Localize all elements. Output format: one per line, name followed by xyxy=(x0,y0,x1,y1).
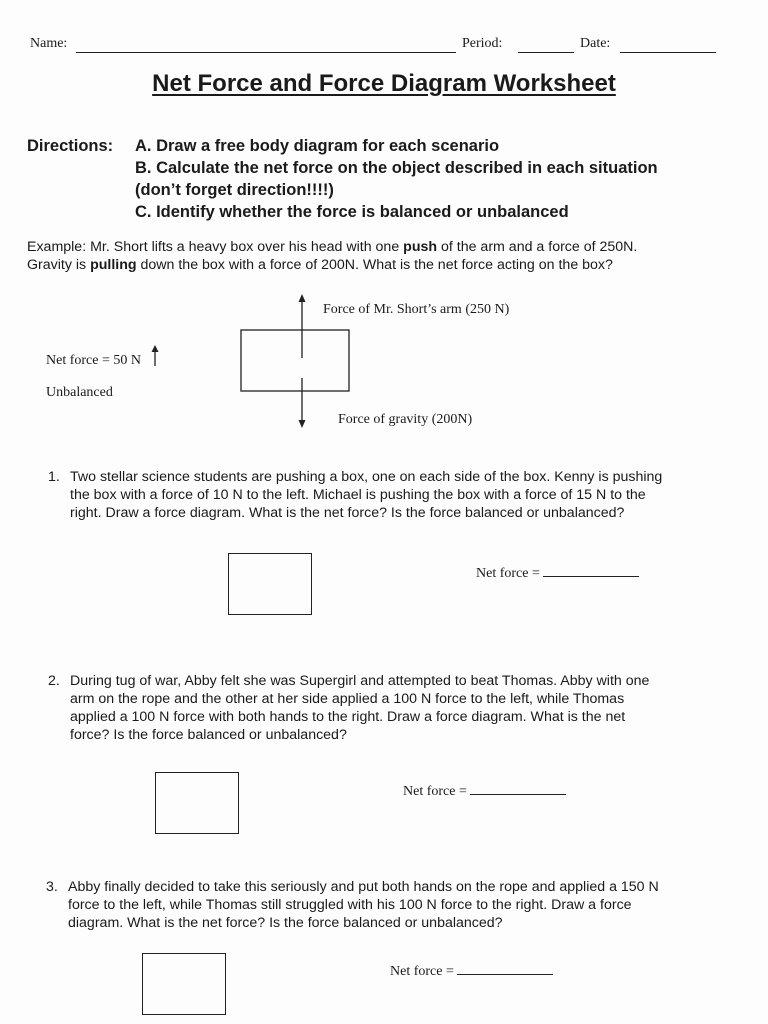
arrow-down-head-icon xyxy=(299,420,306,428)
question-text xyxy=(68,878,659,932)
question-line: Two stellar science students are pushing a box, one on each side of the box. Kenny is pushing xyxy=(70,469,663,485)
name-field[interactable] xyxy=(76,36,456,53)
net-force-3 xyxy=(390,962,553,980)
arm-force-label: Force of Mr. Short’s arm (250 N) xyxy=(323,302,510,317)
example-emphasis-push: push xyxy=(403,239,438,255)
direction-item: (don’t forget direction!!!!) xyxy=(135,181,334,199)
example-line xyxy=(27,256,747,274)
question-text xyxy=(70,672,649,744)
period-label: Period: xyxy=(462,36,503,51)
net-force-label: Net force = xyxy=(476,566,540,581)
gravity-force-label: Force of gravity (200N) xyxy=(338,412,473,427)
direction-item: C. Identify whether the force is balanced or unbalanced xyxy=(135,203,569,221)
example-line xyxy=(27,238,747,256)
name-label: Name: xyxy=(30,36,68,51)
net-force-answer-field[interactable] xyxy=(543,564,639,577)
question-number: 2. xyxy=(48,673,60,689)
example-net-force xyxy=(46,345,160,369)
example-box xyxy=(241,330,349,391)
directions-list xyxy=(135,135,755,223)
up-arrow-icon xyxy=(150,345,160,367)
example-text-part: Example: Mr. Short lifts a heavy box over his head with one xyxy=(27,239,404,255)
diagram-box-3[interactable] xyxy=(142,953,226,1015)
question-line: Abby finally decided to take this seriously and put both hands on the rope and applied a 150 N xyxy=(68,879,659,895)
directions-label: Directions: xyxy=(27,137,114,155)
question-text xyxy=(70,468,662,522)
question-number: 3. xyxy=(46,879,58,895)
question-line: arm on the rope and the other at her side applied a 100 N force to the left, while Thomas xyxy=(70,691,625,707)
arrow-up-head-icon xyxy=(299,294,306,302)
net-force-answer-field[interactable] xyxy=(457,962,553,975)
example-text-part: of the arm and a force of 250N. xyxy=(437,239,638,255)
question-line: force? Is the force balanced or unbalanced? xyxy=(70,727,347,743)
question-number: 1. xyxy=(48,469,60,485)
date-field[interactable] xyxy=(620,36,716,53)
page-title xyxy=(0,70,768,98)
example-text-part: down the box with a force of 200N. What is the net force acting on the box? xyxy=(136,257,613,273)
net-force-label: Net force = xyxy=(403,784,467,799)
question-1 xyxy=(48,468,748,528)
question-3 xyxy=(46,878,756,936)
direction-item: A. Draw a free body diagram for each scenario xyxy=(135,137,500,155)
date-label: Date: xyxy=(580,36,611,51)
net-force-label: Net force = xyxy=(390,964,454,979)
example-text-part: Gravity is xyxy=(27,257,91,273)
example-text xyxy=(27,238,747,274)
diagram-box-1[interactable] xyxy=(228,553,312,615)
worksheet-header xyxy=(30,34,730,56)
question-line: force to the left, while Thomas still struggled with his 100 N force to the right. Draw a force xyxy=(68,897,632,913)
example-emphasis-pulling: pulling xyxy=(90,257,137,273)
example-status: Unbalanced xyxy=(46,385,113,400)
direction-item: B. Calculate the net force on the object described in each situation xyxy=(135,159,658,177)
question-line: the box with a force of 10 N to the left. Michael is pushing the box with a force of 15 N to the xyxy=(70,487,646,503)
question-line: diagram. What is the net force? Is the force balanced or unbalanced? xyxy=(68,915,503,931)
question-line: right. Draw a force diagram. What is the net force? Is the force balanced or unbalanced? xyxy=(70,505,625,521)
diagram-box-2[interactable] xyxy=(155,772,239,834)
example-net-force-text: Net force = 50 N xyxy=(46,353,141,368)
net-force-1 xyxy=(476,564,639,582)
net-force-2 xyxy=(403,782,566,800)
net-force-answer-field[interactable] xyxy=(470,782,566,795)
period-field[interactable] xyxy=(518,36,574,53)
page-title-text: Net Force and Force Diagram Worksheet xyxy=(152,70,616,97)
question-2 xyxy=(48,672,748,748)
question-line: During tug of war, Abby felt she was Supergirl and attempted to beat Thomas. Abby with one xyxy=(70,673,650,689)
question-line: applied a 100 N force with both hands to the right. Draw a force diagram. What is the net xyxy=(70,709,626,725)
